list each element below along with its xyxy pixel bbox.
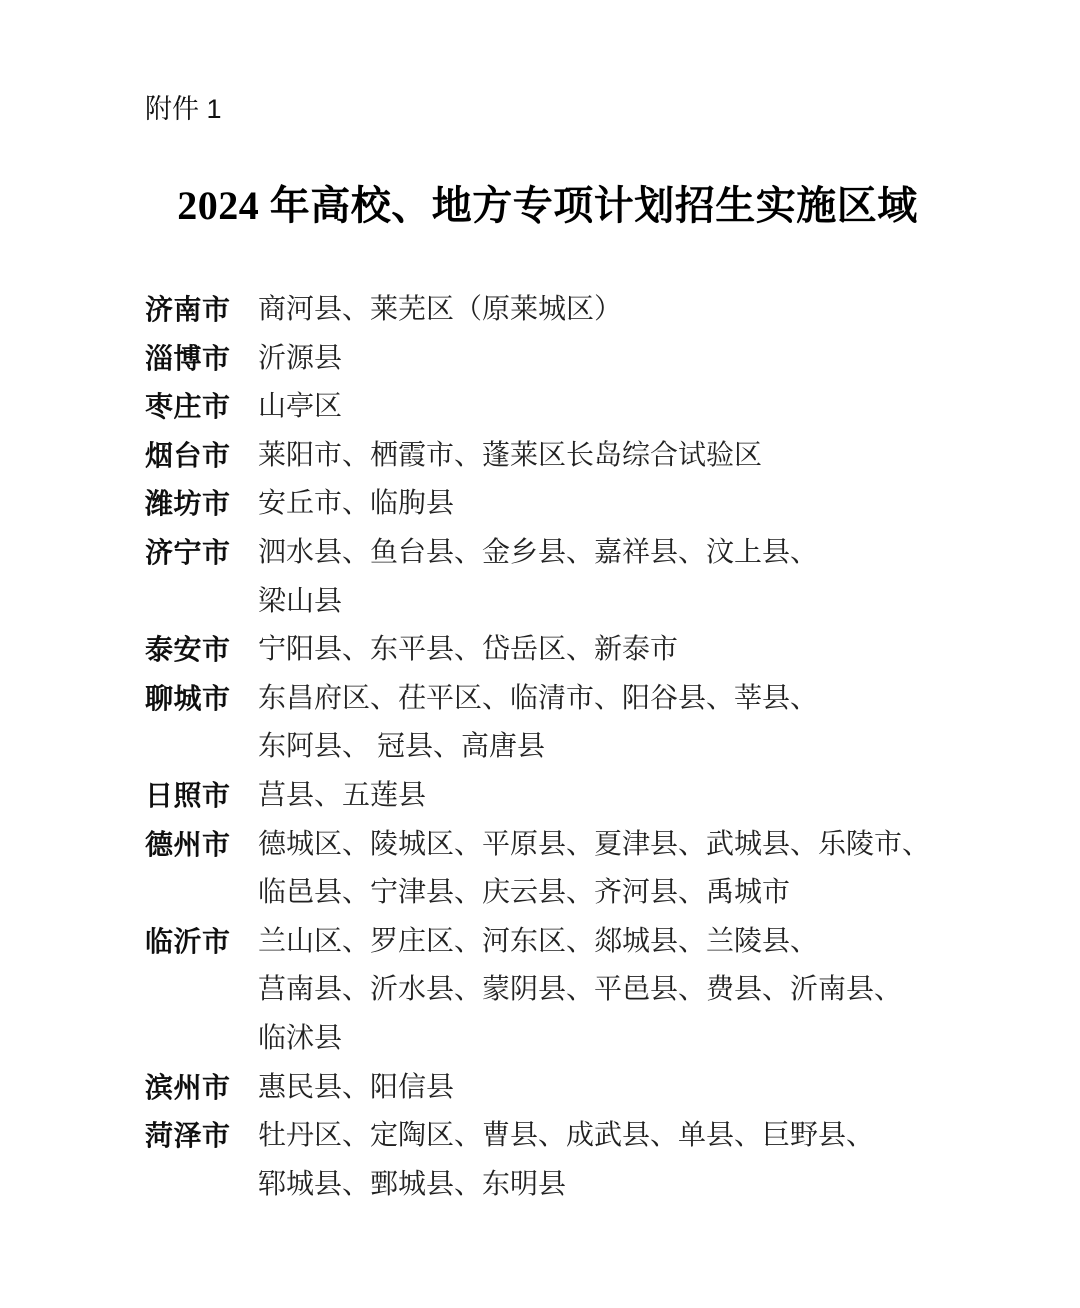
city-name: 泰安市	[145, 634, 231, 666]
county-lines	[258, 529, 950, 626]
city-name: 聊城市	[145, 682, 231, 714]
county-lines	[258, 286, 950, 335]
county-line: 东昌府区、茌平区、临清市、阳谷县、莘县、	[258, 682, 819, 714]
city-name: 烟台市	[145, 439, 231, 471]
county-lines	[258, 626, 950, 675]
city-name: 临沂市	[145, 925, 231, 957]
county-line: 安丘市、临朐县	[258, 488, 455, 520]
county-line: 郓城县、鄄城县、东明县	[258, 1168, 567, 1200]
city-name: 潍坊市	[145, 488, 231, 520]
city-name: 济南市	[145, 294, 231, 325]
region-row	[145, 529, 950, 626]
county-line: 临邑县、宁津县、庆云县、齐河县、禹城市	[258, 877, 791, 909]
county-lines	[258, 480, 950, 529]
region-row	[145, 480, 950, 529]
county-lines	[258, 432, 950, 481]
region-list	[145, 286, 950, 1209]
county-line: 莒县、五莲县	[258, 779, 427, 811]
county-lines	[258, 772, 950, 821]
county-line: 东阿县、 冠县、高唐县	[258, 731, 546, 763]
city-name: 济宁市	[145, 536, 231, 568]
region-row	[145, 1064, 950, 1113]
county-line: 梁山县	[258, 585, 343, 617]
county-lines	[258, 335, 950, 384]
county-lines	[258, 1064, 950, 1113]
city-name: 淄博市	[145, 342, 231, 374]
county-line: 沂源县	[258, 342, 343, 374]
region-row	[145, 286, 950, 335]
county-line: 山亭区	[258, 391, 343, 423]
region-row	[145, 821, 950, 918]
county-lines	[258, 675, 950, 772]
county-lines	[258, 918, 950, 1064]
region-row	[145, 626, 950, 675]
city-name: 滨州市	[145, 1071, 231, 1103]
region-row	[145, 335, 950, 384]
city-name: 德州市	[145, 828, 231, 860]
county-line: 宁阳县、东平县、岱岳区、新泰市	[258, 634, 679, 666]
county-line: 兰山区、罗庄区、河东区、郯城县、兰陵县、	[258, 925, 819, 957]
region-row	[145, 1112, 950, 1209]
county-line: 德城区、陵城区、平原县、夏津县、武城县、乐陵市、	[258, 828, 931, 860]
region-row	[145, 383, 950, 432]
region-row	[145, 432, 950, 481]
county-line: 商河县、莱芜区（原莱城区）	[258, 294, 623, 325]
city-name: 菏泽市	[145, 1120, 231, 1152]
county-line: 莱阳市、栖霞市、蓬莱区长岛综合试验区	[258, 439, 763, 471]
region-row	[145, 772, 950, 821]
city-name: 枣庄市	[145, 391, 231, 423]
county-lines	[258, 1112, 950, 1209]
city-name: 日照市	[145, 779, 231, 811]
page-title: 2024 年高校、地方专项计划招生实施区域	[177, 183, 918, 228]
county-line: 惠民县、阳信县	[258, 1071, 455, 1103]
county-line: 莒南县、沂水县、蒙阴县、平邑县、费县、沂南县、	[258, 974, 903, 1006]
county-line: 临沭县	[258, 1022, 343, 1054]
region-row	[145, 675, 950, 772]
region-row	[145, 918, 950, 1064]
attachment-label: 附件 1	[145, 94, 222, 124]
county-line: 泗水县、鱼台县、金乡县、嘉祥县、汶上县、	[258, 536, 819, 568]
county-line: 牡丹区、定陶区、曹县、成武县、单县、巨野县、	[258, 1120, 875, 1152]
county-lines	[258, 383, 950, 432]
county-lines	[258, 821, 950, 918]
